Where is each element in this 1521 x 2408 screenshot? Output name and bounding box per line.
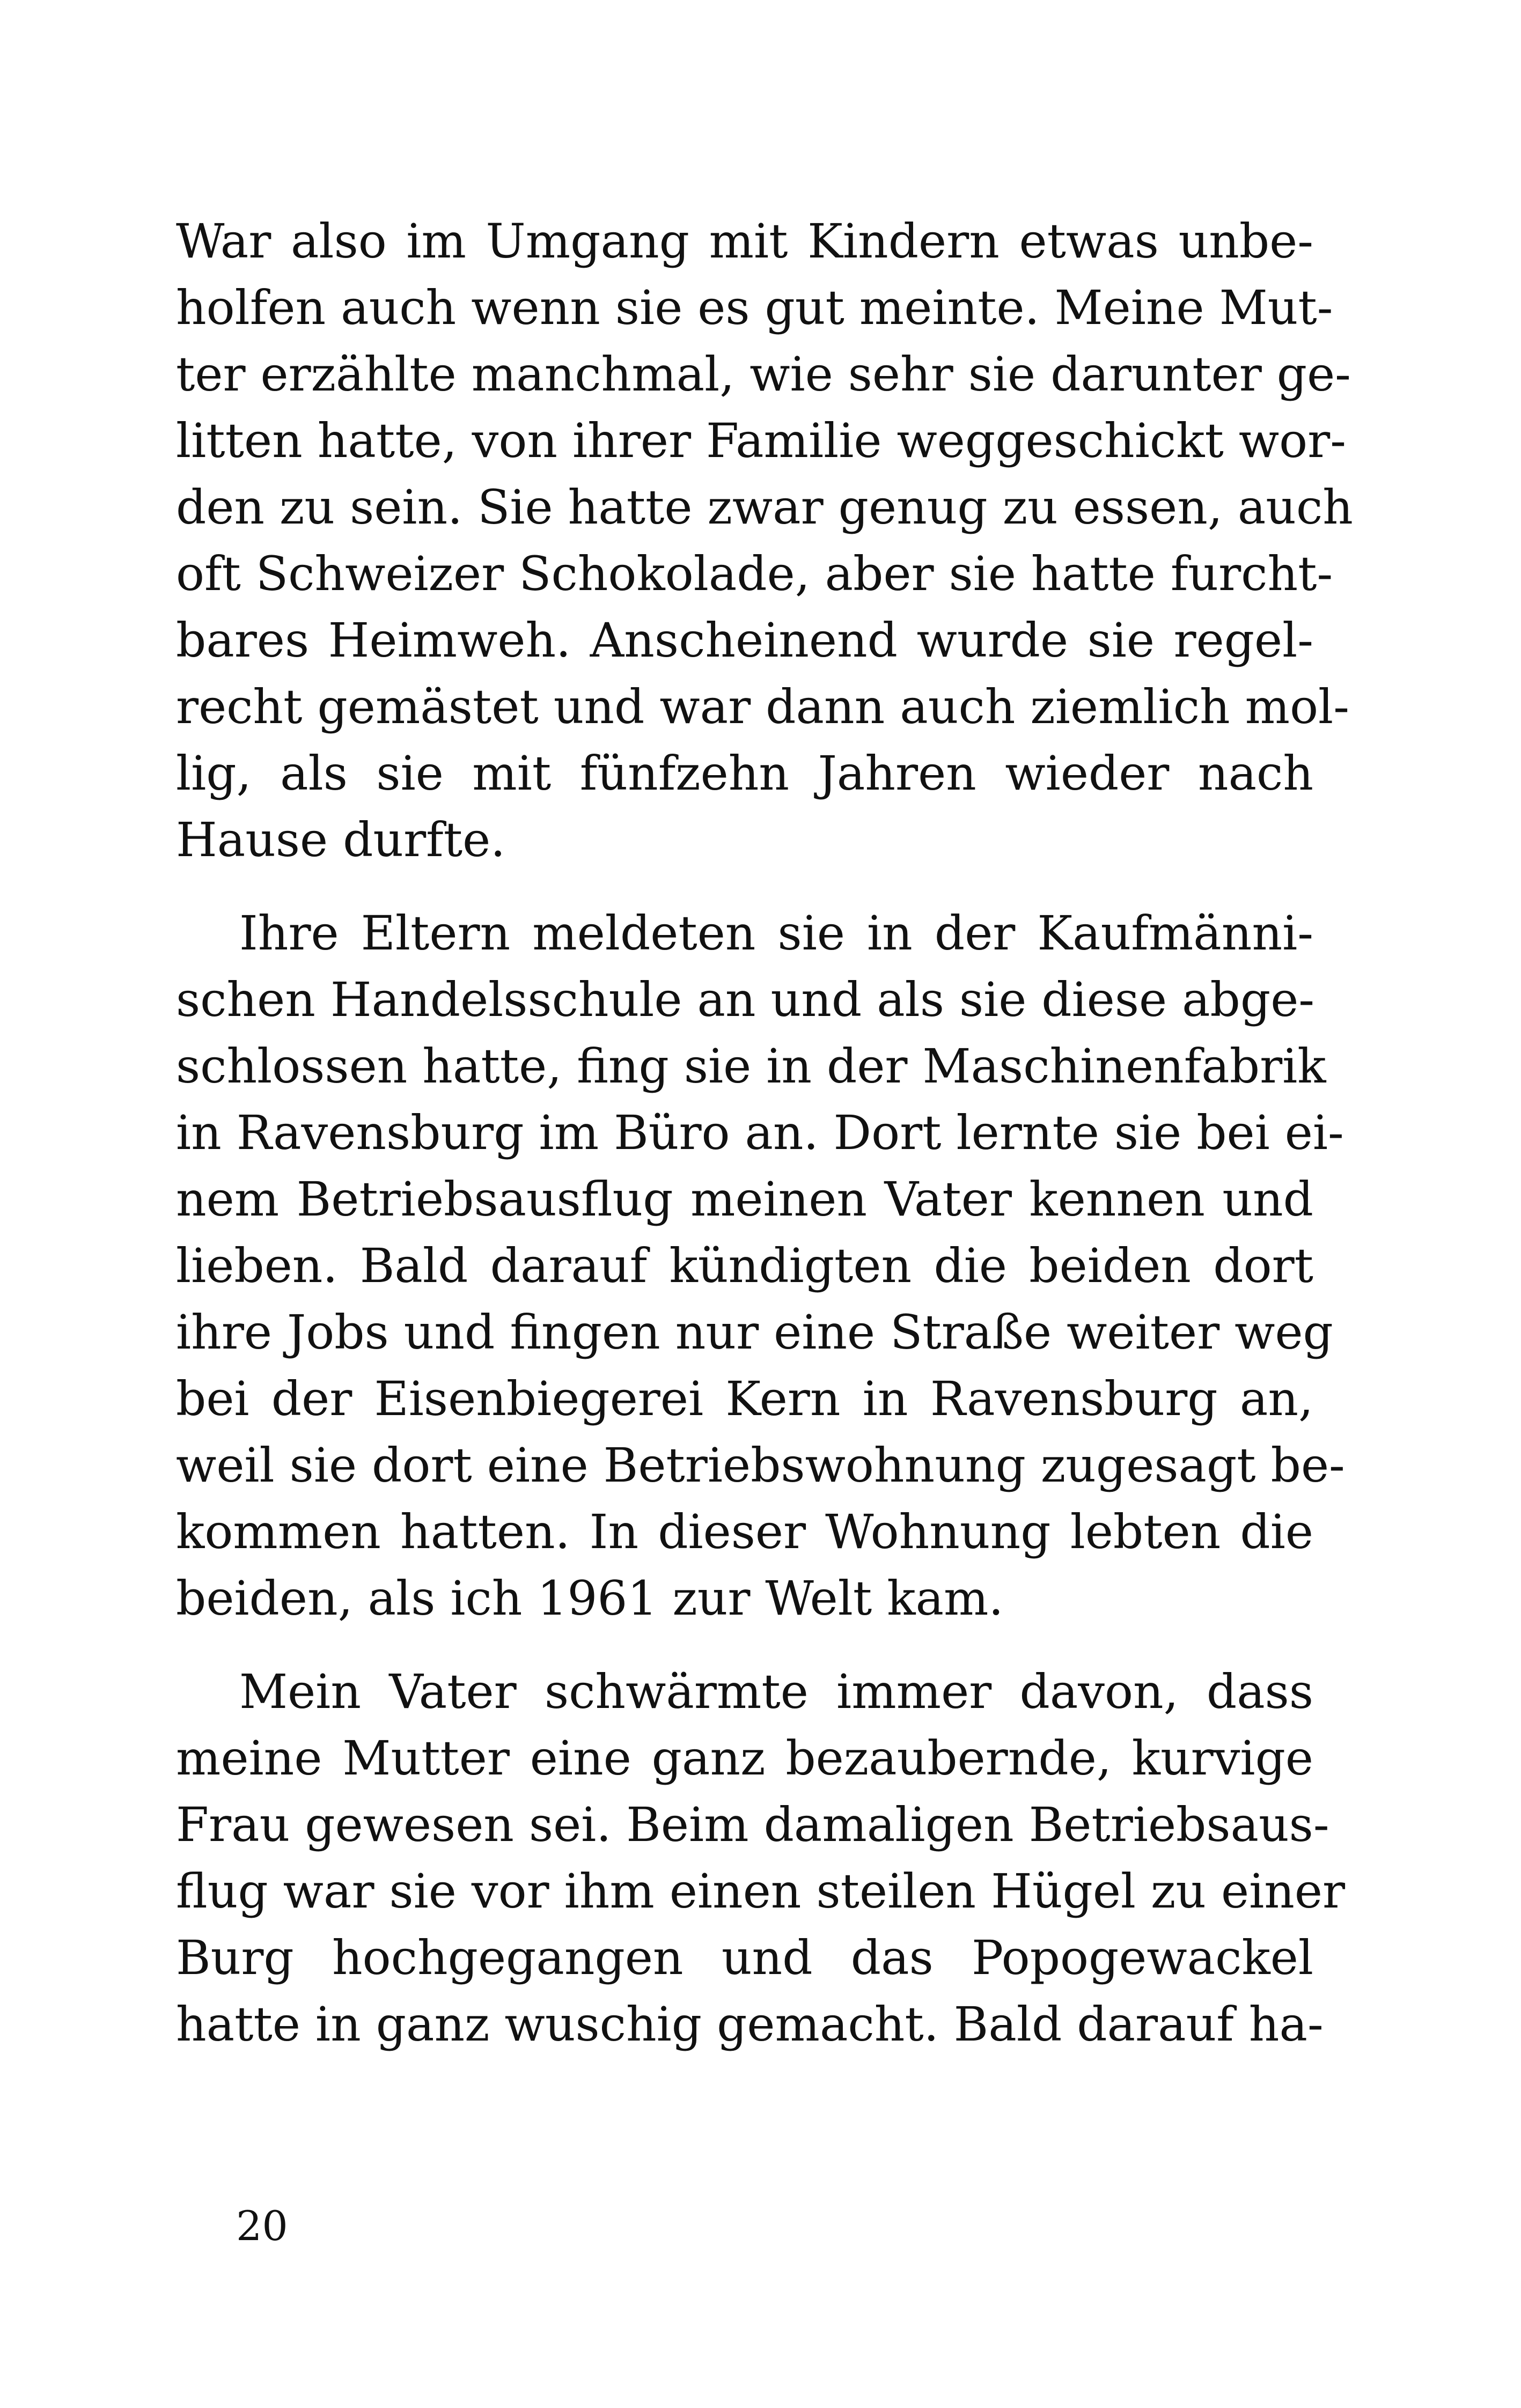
text-line: bares Heimweh. Anscheinend wurde sie regel- [176,613,1313,668]
text-line: Hause durfte. [176,812,506,867]
page-number: 20 [236,2202,288,2250]
text-line: bei der Eisenbiegerei Kern in Ravensburg an, [176,1371,1313,1426]
text-line: hatte in ganz wuschig gemacht. Bald darauf ha- [176,1997,1324,2052]
text-line: Mein Vater schwärmte immer davon, dass [239,1664,1313,1719]
text-line: lig, als sie mit fünfzehn Jahren wieder nach [176,746,1313,801]
text-line: ihre Jobs und fingen nur eine Straße weiter weg [176,1305,1333,1360]
text-line: meine Mutter eine ganz bezaubernde, kurvige [176,1730,1313,1786]
paragraph-1 [176,208,1353,873]
text-line: Frau gewesen sei. Beim damaligen Betriebsaus- [176,1797,1329,1852]
text-line: flug war sie vor ihm einen steilen Hügel zu einer [176,1864,1346,1919]
text-line: Burg hochgegangen und das Popogewackel [176,1930,1313,1985]
text-line: nem Betriebsausflug meinen Vater kennen und [176,1172,1313,1227]
text-line: beiden, als ich 1961 zur Welt kam. [176,1571,1004,1626]
paragraph-2 [176,900,1345,1632]
text-line: weil sie dort eine Betriebswohnung zugesagt be- [176,1438,1345,1493]
text-line: Ihre Eltern meldeten sie in der Kaufmänni- [239,905,1313,961]
paragraph-3 [176,1659,1346,2058]
text-line: lieben. Bald darauf kündigten die beiden dort [176,1238,1313,1293]
text-line: litten hatte, von ihrer Familie weggeschickt wor- [176,413,1346,468]
text-line: War also im Umgang mit Kindern etwas unbe- [176,213,1313,269]
text-line: den zu sein. Sie hatte zwar genug zu essen, auch [176,480,1353,535]
text-line: schlossen hatte, fing sie in der Maschinenfabrik [176,1039,1326,1094]
text-line: kommen hatten. In dieser Wohnung lebten die [176,1504,1313,1559]
text-line: in Ravensburg im Büro an. Dort lernte sie bei ei- [176,1105,1344,1160]
text-line: schen Handelsschule an und als sie diese abge- [176,972,1315,1027]
text-line: oft Schweizer Schokolade, aber sie hatte furcht- [176,546,1333,601]
text-line: recht gemästet und war dann auch ziemlich mol- [176,679,1349,734]
text-line: ter erzählte manchmal, wie sehr sie darunter ge- [176,347,1351,402]
text-line: holfen auch wenn sie es gut meinte. Meine Mut- [176,280,1333,335]
